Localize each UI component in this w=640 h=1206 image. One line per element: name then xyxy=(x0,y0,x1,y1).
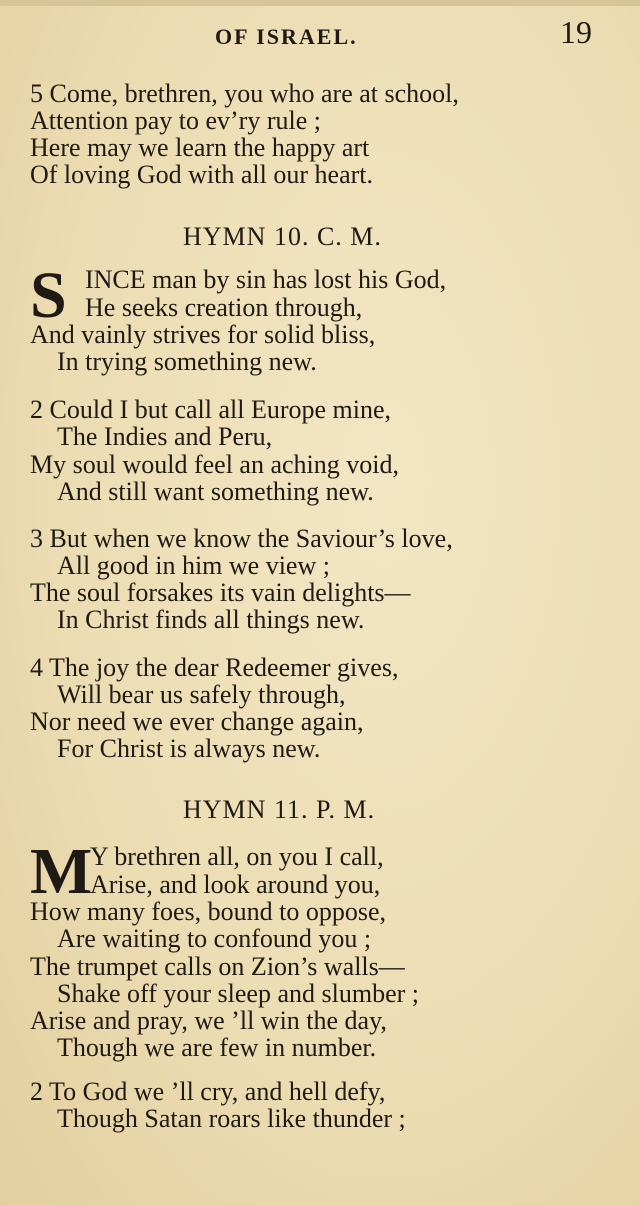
verse-line: Though Satan roars like thunder ; xyxy=(57,1104,406,1133)
verse-line: The trumpet calls on Zion’s walls— xyxy=(30,952,405,981)
verse-line: Attention pay to ev’ry rule ; xyxy=(30,106,321,135)
verse-line: All good in him we view ; xyxy=(57,551,330,580)
verse-line: Though we are few in number. xyxy=(57,1033,377,1062)
verse-line: Nor need we ever change again, xyxy=(30,707,364,736)
verse-line: My soul would feel an aching void, xyxy=(30,450,399,479)
verse-line: Arise, and look around you, xyxy=(90,870,381,899)
verse-line: Shake off your sleep and slumber ; xyxy=(57,979,419,1008)
verse-line: The Indies and Peru, xyxy=(57,422,273,451)
verse-line: The soul forsakes its vain delights— xyxy=(30,578,411,607)
running-title: OF ISRAEL. xyxy=(215,24,358,49)
verse-line: Are waiting to confound you ; xyxy=(57,924,372,953)
verse-line: For Christ is always new. xyxy=(57,734,321,763)
hymn-10-dropcap: S xyxy=(30,259,67,332)
verse-line: INCE man by sin has lost his God, xyxy=(85,265,447,294)
verse-line: Here may we learn the happy art xyxy=(30,133,370,162)
hymn-10-title: HYMN 10. C. M. xyxy=(183,222,382,251)
verse-line: Arise and pray, we ’ll win the day, xyxy=(30,1006,387,1035)
hymn-11-title: HYMN 11. P. M. xyxy=(183,795,376,824)
verse-line: Y brethren all, on you I call, xyxy=(90,842,384,871)
verse-line: 3 But when we know the Saviour’s love, xyxy=(30,524,453,553)
hymn-11-dropcap: M xyxy=(30,835,93,908)
verse-line: And vainly strives for solid bliss, xyxy=(30,320,376,349)
verse-line: How many foes, bound to oppose, xyxy=(30,897,387,926)
verse-line: 5 Come, brethren, you who are at school, xyxy=(30,79,459,108)
verse-line: And still want something new. xyxy=(57,477,374,506)
verse-line: 2 Could I but call all Europe mine, xyxy=(30,395,392,424)
verse-line: 4 The joy the dear Redeemer gives, xyxy=(30,653,399,682)
verse-line: In Christ finds all things new. xyxy=(57,605,365,634)
verse-line: He seeks creation through, xyxy=(85,293,363,322)
verse-line: Of loving God with all our heart. xyxy=(30,160,373,189)
top-edge xyxy=(0,0,640,6)
verse-line: 2 To God we ’ll cry, and hell defy, xyxy=(30,1077,386,1106)
verse-line: In trying something new. xyxy=(57,347,317,376)
verse-line: Will bear us safely through, xyxy=(57,680,346,709)
page-number: 19 xyxy=(560,14,592,50)
